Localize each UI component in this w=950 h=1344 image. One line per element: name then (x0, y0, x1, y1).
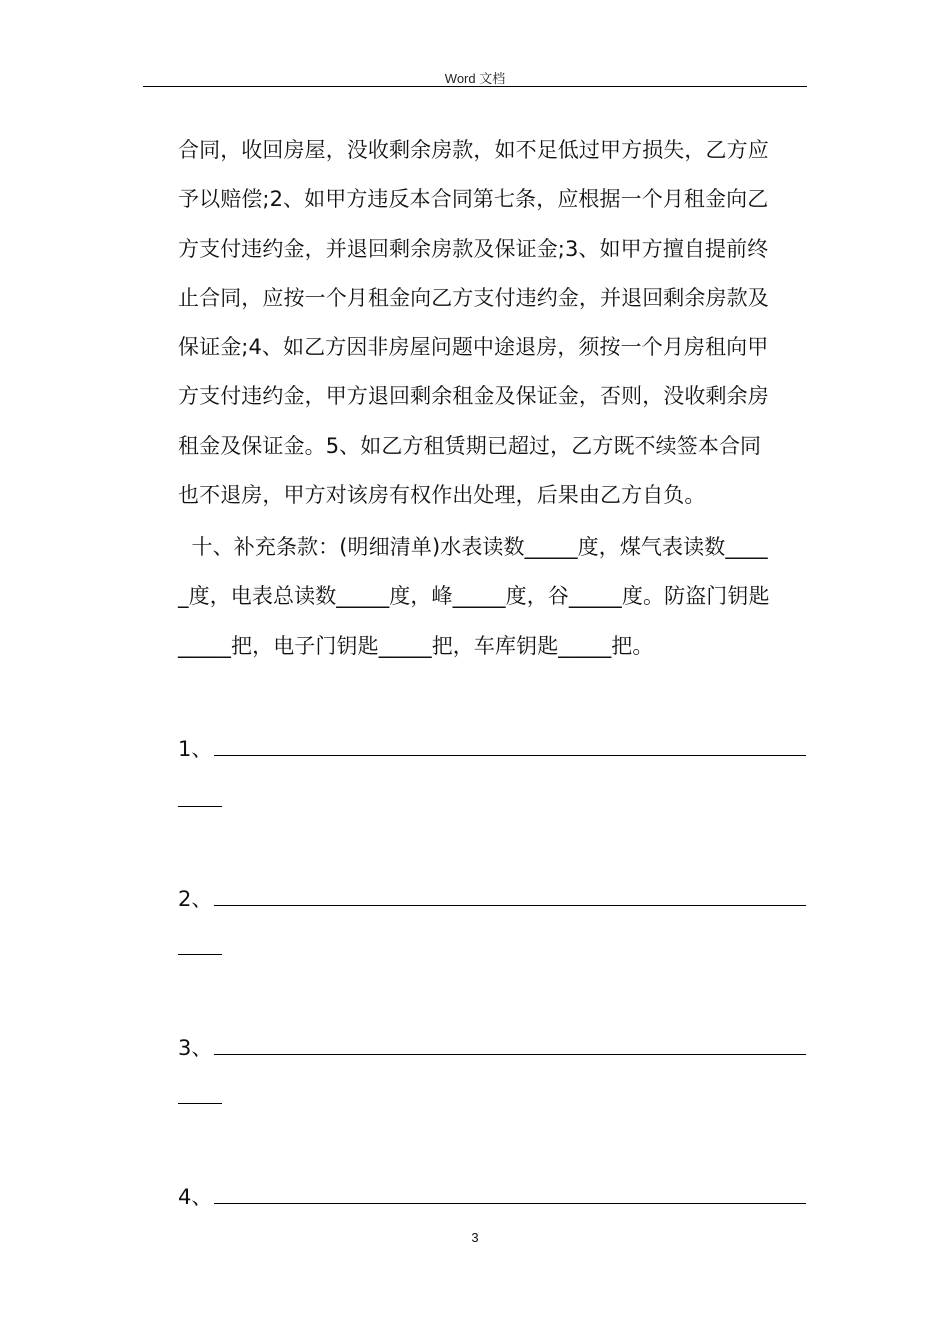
paragraph-line: 也不退房，甲方对该房有权作出处理，后果由乙方自负。 (178, 483, 706, 508)
paragraph-line: _____把，电子门钥匙_____把，车库钥匙_____把。 (178, 633, 654, 658)
header-divider (143, 86, 807, 87)
paragraph-line: 方支付违约金，并退回剩余房款及保证金;3、如甲方擅自提前终 (178, 236, 769, 261)
item-number: 1、 (178, 737, 213, 761)
fill-in-blank-line (214, 885, 806, 906)
paragraph-line: 予以赔偿;2、如甲方违反本合同第七条，应根据一个月租金向乙 (178, 187, 769, 212)
paragraph-line: 止合同，应按一个月租金向乙方支付违约金，并退回剩余房款及 (178, 285, 769, 310)
item-number: 3、 (178, 1036, 213, 1060)
item-number: 2、 (178, 887, 213, 911)
fill-in-blank-continuation (178, 1103, 222, 1104)
paragraph-supplementary-terms (178, 523, 803, 671)
fill-in-blank-line (214, 1183, 806, 1204)
paragraph-line: 方支付违约金，甲方退回剩余租金及保证金，否则，没收剩余房 (178, 384, 769, 409)
paragraph-penalty-clauses (178, 126, 803, 520)
paragraph-line: 合同，收回房屋，没收剩余房款，如不足低过甲方损失，乙方应 (178, 138, 769, 162)
fill-in-blank-line (214, 1034, 806, 1055)
fill-in-blank-continuation (178, 806, 222, 807)
page-number: 3 (471, 1230, 479, 1245)
paragraph-line: 十、补充条款：(明细清单)水表读数_____度，煤气表读数____ (178, 535, 768, 559)
paragraph-line: 保证金;4、如乙方因非房屋问题中途退房，须按一个月房租向甲 (178, 335, 769, 360)
item-number: 4、 (178, 1185, 213, 1209)
fill-in-blank-continuation (178, 954, 222, 955)
header-title: Word 文档 (444, 71, 506, 86)
paragraph-line: _度，电表总读数_____度，峰_____度，谷_____度。防盗门钥匙 (178, 584, 770, 609)
paragraph-line: 租金及保证金。5、如乙方租赁期已超过，乙方既不续签本合同 (178, 433, 762, 458)
fill-in-blank-line (214, 735, 806, 756)
